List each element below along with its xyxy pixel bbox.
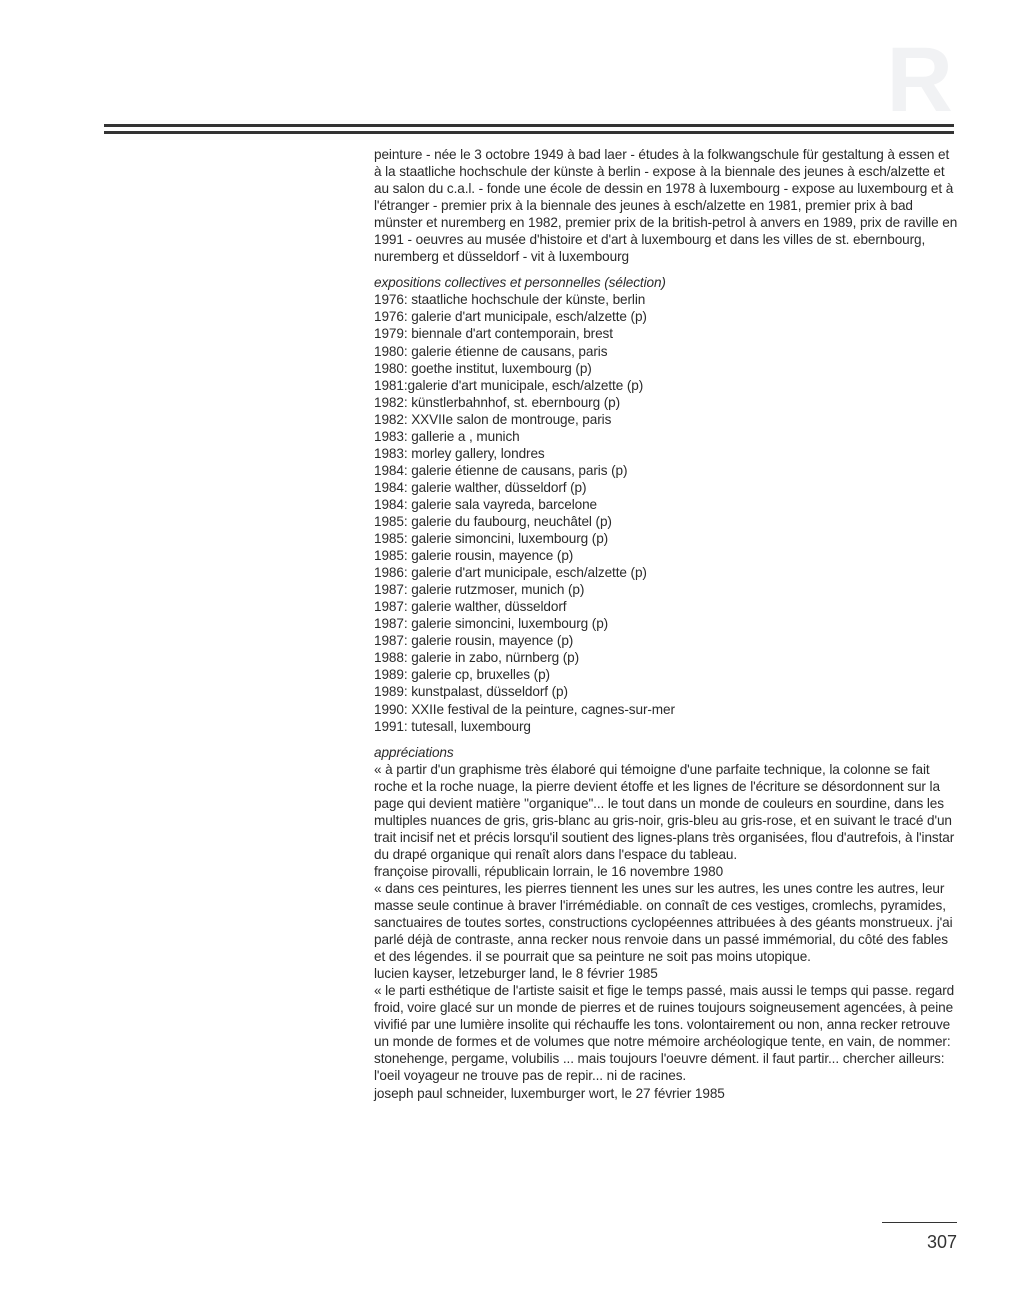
exhibition-item: 1987: galerie rousin, mayence (p) (374, 633, 574, 649)
exhibitions-title: expositions collectives et personnelles (sélection) (374, 275, 666, 291)
quote-text: « dans ces peintures, les pierres tiennent les unes sur les autres, les unes contre les autres, leur masse seule continue à braver l'irrémédiable. on connaît de ces vestiges, cromlechs, pyramides, sanctuaires de toutes sortes, constructions cyclopéennes attribuées à des géants monstrueux. j'ai parlé déjà de contraste, anna recker nous renvoie dans un passé immémorial, du côté des fables et des légendes. il se pourrait que sa peinture ne soit pas moins utopique. (374, 880, 953, 965)
exhibition-item: 1984: galerie étienne de causans, paris (p) (374, 462, 628, 478)
exhibition-item: 1987: galerie walther, düsseldorf (374, 599, 567, 615)
exhibition-item: 1991: tutesall, luxembourg (374, 718, 531, 734)
exhibition-item: 1985: galerie du faubourg, neuchâtel (p) (374, 513, 612, 529)
exhibition-item: 1984: galerie sala vayreda, barcelone (374, 496, 598, 512)
article-body (374, 146, 960, 1102)
exhibition-item: 1984: galerie walther, düsseldorf (p) (374, 479, 587, 495)
quote-attribution: joseph paul schneider, luxemburger wort, le 27 février 1985 (374, 1085, 725, 1101)
exhibition-item: 1987: galerie simoncini, luxembourg (p) (374, 616, 609, 632)
section-letter: R (886, 29, 953, 131)
page-number: 307 (926, 1232, 957, 1252)
exhibition-item: 1989: galerie cp, bruxelles (p) (374, 667, 550, 683)
exhibition-item: 1989: kunstpalast, düsseldorf (p) (374, 684, 568, 700)
appreciations-title: appréciations (374, 744, 454, 760)
exhibition-item: 1990: XXIIe festival de la peinture, cagnes-sur-mer (374, 701, 675, 717)
exhibition-item: 1982: XXVIIe salon de montrouge, paris (374, 411, 612, 427)
exhibition-item: 1988: galerie in zabo, nürnberg (p) (374, 650, 580, 666)
exhibition-item: 1981:galerie d'art municipale, esch/alzette (p) (374, 377, 644, 393)
exhibition-item: 1983: morley gallery, londres (374, 445, 545, 461)
exhibition-item: 1982: künstlerbahnhof, st. ebernbourg (p) (374, 394, 621, 410)
exhibition-item: 1976: staatliche hochschule der künste, berlin (374, 292, 646, 308)
header-rule (104, 124, 954, 134)
exhibition-item: 1983: gallerie a , munich (374, 428, 520, 444)
exhibition-item: 1980: goethe institut, luxembourg (p) (374, 360, 592, 376)
biography-text: peinture - née le 3 octobre 1949 à bad laer - études à la folkwangschule für gestaltung à essen et à la staatliche hochschule der künste à berlin - expose à la biennale des jeunes à esch/alzette et au salon du c.a.l. - fonde une école de dessin en 1978 à luxembourg - expose au luxembourg et à l'étranger - premier prix à la biennale des jeunes à esch/alzette en 1981, premier prix à bad münster et nuremberg en 1982, premier prix de la british-petrol à anvers en 1989, prix de raville en 1991 - oeuvres au musée d'histoire et d'art à luxembourg et dans les villes de st. ebernbourg, nuremberg et düsseldorf - vit à luxembourg (374, 147, 958, 265)
exhibition-item: 1987: galerie rutzmoser, munich (p) (374, 582, 585, 598)
exhibition-item: 1980: galerie étienne de causans, paris (374, 343, 608, 359)
exhibitions-list (374, 291, 960, 734)
exhibition-item: 1986: galerie d'art municipale, esch/alzette (p) (374, 565, 647, 581)
quote-attribution: françoise pirovalli, républicain lorrain, le 16 novembre 1980 (374, 863, 724, 879)
quote-text: « à partir d'un graphisme très élaboré qui témoigne d'une parfaite technique, la colonne se fait roche et la roche nuage, la pierre devient étoffe et les lignes de l'écriture se désordonnent sur la page qui devient matière "organique"... le tout dans un monde de couleurs en sourdine, dans les multiples nuances de gris, gris-blanc au gris-noir, gris-bleu au gris-rose, et en suivant le tracé d'un trait incisif net et précis lorsqu'il soutient des lignes-plans très organisées, flou d'autrefois, à l'instar du drapé organique qui renaît alors dans l'espace du tableau. (374, 761, 955, 862)
exhibition-item: 1976: galerie d'art municipale, esch/alzette (p) (374, 309, 647, 325)
exhibition-item: 1979: biennale d'art contemporain, brest (374, 326, 613, 342)
footer-rule (882, 1222, 957, 1223)
quote-attribution: lucien kayser, letzeburger land, le 8 février 1985 (374, 966, 658, 982)
quote-text: « le parti esthétique de l'artiste saisit et fige le temps passé, mais aussi le temps qui passe. regard froid, voire glacé sur un monde de pierres et de ruines toujours soigneusement agencées, à peine vivifié par une lumière insolite qui réchauffe les tons. volontairement ou non, anna recker retrouve un monde de formes et de volumes que notre mémoire archéologique tente, en vain, de nommer: stonehenge, pergame, volubilis ... mais toujours l'oeuvre dément. il faut partir... chercher ailleurs: l'oeil voyageur ne trouve pas de repir... ni de racines. (374, 983, 955, 1084)
exhibition-item: 1985: galerie simoncini, luxembourg (p) (374, 531, 609, 547)
exhibition-item: 1985: galerie rousin, mayence (p) (374, 548, 574, 564)
